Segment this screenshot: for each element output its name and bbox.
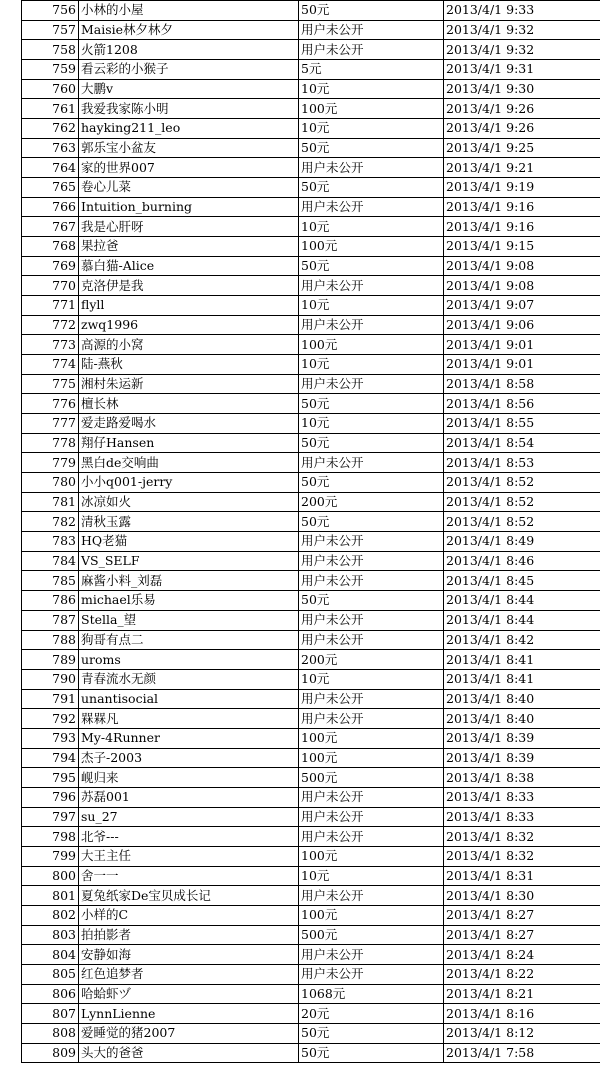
donation-time: 2013/4/1 8:30 (444, 886, 600, 906)
donation-amount: 50元 (299, 138, 444, 158)
donor-name: 爱走路爱喝水 (79, 414, 299, 434)
table-row (22, 315, 600, 335)
table-row (22, 20, 600, 40)
donor-name: su_27 (79, 807, 299, 827)
donation-amount: 用户未公开 (299, 551, 444, 571)
donation-amount: 10元 (299, 355, 444, 375)
row-number: 759 (22, 60, 79, 80)
donor-name: michael乐易 (79, 591, 299, 611)
donor-name: 克洛伊是我 (79, 276, 299, 296)
table-row (22, 414, 600, 434)
row-number: 779 (22, 453, 79, 473)
table-body (22, 1, 600, 1063)
table-row (22, 650, 600, 670)
donor-name: unantisocial (79, 689, 299, 709)
donation-amount: 用户未公开 (299, 689, 444, 709)
table-row (22, 532, 600, 552)
donor-name: 陆-燕秋 (79, 355, 299, 375)
donation-time: 2013/4/1 8:16 (444, 1004, 600, 1024)
donation-amount: 用户未公开 (299, 945, 444, 965)
donor-name: 慕白猫-Alice (79, 256, 299, 276)
donation-time: 2013/4/1 8:32 (444, 846, 600, 866)
donation-time: 2013/4/1 9:30 (444, 79, 600, 99)
row-number: 794 (22, 748, 79, 768)
donation-time: 2013/4/1 8:54 (444, 433, 600, 453)
row-number: 809 (22, 1043, 79, 1063)
donor-name: 湘村朱运新 (79, 374, 299, 394)
donation-amount: 用户未公开 (299, 197, 444, 217)
row-number: 795 (22, 768, 79, 788)
table-row (22, 669, 600, 689)
table-row (22, 355, 600, 375)
donation-table (21, 0, 600, 1063)
row-number: 775 (22, 374, 79, 394)
donor-name: uroms (79, 650, 299, 670)
row-number: 790 (22, 669, 79, 689)
row-number: 798 (22, 827, 79, 847)
donation-amount: 100元 (299, 237, 444, 257)
donation-amount: 100元 (299, 728, 444, 748)
row-number: 807 (22, 1004, 79, 1024)
donation-amount: 10元 (299, 217, 444, 237)
donation-amount: 100元 (299, 99, 444, 119)
row-number: 769 (22, 256, 79, 276)
donation-time: 2013/4/1 9:32 (444, 20, 600, 40)
row-number: 806 (22, 984, 79, 1004)
donation-amount: 50元 (299, 591, 444, 611)
donation-time: 2013/4/1 9:08 (444, 256, 600, 276)
row-number: 802 (22, 905, 79, 925)
donation-time: 2013/4/1 9:16 (444, 217, 600, 237)
row-number: 772 (22, 315, 79, 335)
donor-name: 我是心肝呀 (79, 217, 299, 237)
table-row (22, 551, 600, 571)
donation-time: 2013/4/1 8:12 (444, 1023, 600, 1043)
donor-name: 我爱我家陈小明 (79, 99, 299, 119)
donation-time: 2013/4/1 9:26 (444, 119, 600, 139)
donor-name: 拍拍影者 (79, 925, 299, 945)
donor-name: 小样的C (79, 905, 299, 925)
row-number: 776 (22, 394, 79, 414)
donation-amount: 10元 (299, 79, 444, 99)
row-number: 803 (22, 925, 79, 945)
table-row (22, 178, 600, 198)
row-number: 799 (22, 846, 79, 866)
donation-time: 2013/4/1 8:22 (444, 964, 600, 984)
donor-name: 杰子-2003 (79, 748, 299, 768)
row-number: 765 (22, 178, 79, 198)
donation-time: 2013/4/1 8:55 (444, 414, 600, 434)
donation-amount: 10元 (299, 296, 444, 316)
donation-amount: 用户未公开 (299, 964, 444, 984)
row-number: 805 (22, 964, 79, 984)
donation-time: 2013/4/1 8:39 (444, 728, 600, 748)
donation-time: 2013/4/1 9:08 (444, 276, 600, 296)
table-row (22, 787, 600, 807)
table-row (22, 138, 600, 158)
row-number: 780 (22, 473, 79, 493)
donor-name: Stella_望 (79, 610, 299, 630)
table-row (22, 1043, 600, 1063)
donor-name: 看云彩的小猴子 (79, 60, 299, 80)
donation-amount: 用户未公开 (299, 374, 444, 394)
table-row (22, 433, 600, 453)
donation-time: 2013/4/1 7:58 (444, 1043, 600, 1063)
donor-name: Maisie林夕林夕 (79, 20, 299, 40)
donor-name: 岘归来 (79, 768, 299, 788)
row-number: 767 (22, 217, 79, 237)
donor-name: My-4Runner (79, 728, 299, 748)
row-number: 785 (22, 571, 79, 591)
row-number: 800 (22, 866, 79, 886)
table-row (22, 60, 600, 80)
donor-name: 苏磊001 (79, 787, 299, 807)
table-row (22, 296, 600, 316)
donation-amount: 50元 (299, 394, 444, 414)
donation-time: 2013/4/1 8:49 (444, 532, 600, 552)
donation-amount: 500元 (299, 925, 444, 945)
donor-name: HQ老猫 (79, 532, 299, 552)
donor-name: 头大的爸爸 (79, 1043, 299, 1063)
donation-time: 2013/4/1 9:06 (444, 315, 600, 335)
table-row (22, 492, 600, 512)
row-number: 763 (22, 138, 79, 158)
donor-name: 翔仔Hansen (79, 433, 299, 453)
donation-amount: 50元 (299, 1023, 444, 1043)
donation-time: 2013/4/1 8:58 (444, 374, 600, 394)
row-number: 784 (22, 551, 79, 571)
donation-time: 2013/4/1 8:40 (444, 689, 600, 709)
table-row (22, 276, 600, 296)
table-row (22, 119, 600, 139)
table-row (22, 374, 600, 394)
donation-amount: 100元 (299, 905, 444, 925)
donation-time: 2013/4/1 8:56 (444, 394, 600, 414)
row-number: 778 (22, 433, 79, 453)
donor-name: 卷心儿菜 (79, 178, 299, 198)
donation-amount: 50元 (299, 433, 444, 453)
donation-time: 2013/4/1 8:52 (444, 512, 600, 532)
row-number: 758 (22, 40, 79, 60)
donor-name: 槑槑凡 (79, 709, 299, 729)
donor-name: VS_SELF (79, 551, 299, 571)
donation-time: 2013/4/1 9:07 (444, 296, 600, 316)
donor-name: 火箭1208 (79, 40, 299, 60)
donation-amount: 用户未公开 (299, 315, 444, 335)
donation-amount: 5元 (299, 60, 444, 80)
row-number: 764 (22, 158, 79, 178)
row-number: 792 (22, 709, 79, 729)
table-row (22, 256, 600, 276)
table-row (22, 905, 600, 925)
donor-name: 青春流水无颜 (79, 669, 299, 689)
row-number: 773 (22, 335, 79, 355)
table-row (22, 768, 600, 788)
table-row (22, 886, 600, 906)
row-number: 757 (22, 20, 79, 40)
row-number: 791 (22, 689, 79, 709)
donation-amount: 100元 (299, 748, 444, 768)
donation-time: 2013/4/1 9:33 (444, 1, 600, 21)
donor-name: 夏兔纸家De宝贝成长记 (79, 886, 299, 906)
donation-amount: 用户未公开 (299, 630, 444, 650)
donation-amount: 10元 (299, 866, 444, 886)
donation-amount: 用户未公开 (299, 827, 444, 847)
donation-time: 2013/4/1 8:31 (444, 866, 600, 886)
table-row (22, 217, 600, 237)
table-row (22, 984, 600, 1004)
table-row (22, 99, 600, 119)
table-row (22, 79, 600, 99)
row-number: 789 (22, 650, 79, 670)
donation-amount: 100元 (299, 335, 444, 355)
row-number: 760 (22, 79, 79, 99)
table-row (22, 827, 600, 847)
donor-name: LynnLienne (79, 1004, 299, 1024)
donation-amount: 20元 (299, 1004, 444, 1024)
donation-amount: 用户未公开 (299, 886, 444, 906)
donation-amount: 用户未公开 (299, 807, 444, 827)
donor-name: 果拉爸 (79, 237, 299, 257)
donation-amount: 50元 (299, 1043, 444, 1063)
donor-name: 大王主任 (79, 846, 299, 866)
table-row (22, 807, 600, 827)
row-number: 783 (22, 532, 79, 552)
donation-time: 2013/4/1 9:01 (444, 355, 600, 375)
table-row (22, 945, 600, 965)
donor-name: 郭乐宝小盆友 (79, 138, 299, 158)
donation-time: 2013/4/1 8:41 (444, 669, 600, 689)
row-number: 796 (22, 787, 79, 807)
donor-name: 冰凉如火 (79, 492, 299, 512)
donation-amount: 用户未公开 (299, 20, 444, 40)
donation-amount: 100元 (299, 846, 444, 866)
donation-time: 2013/4/1 8:45 (444, 571, 600, 591)
row-number: 786 (22, 591, 79, 611)
table-row (22, 610, 600, 630)
donation-amount: 用户未公开 (299, 709, 444, 729)
donation-time: 2013/4/1 8:33 (444, 807, 600, 827)
donation-time: 2013/4/1 9:31 (444, 60, 600, 80)
donation-amount: 50元 (299, 512, 444, 532)
donor-name: 黑白de交响曲 (79, 453, 299, 473)
row-number: 777 (22, 414, 79, 434)
table-row (22, 630, 600, 650)
table-row (22, 866, 600, 886)
donation-time: 2013/4/1 8:40 (444, 709, 600, 729)
donor-name: 小林的小屋 (79, 1, 299, 21)
donation-amount: 50元 (299, 473, 444, 493)
donor-name: 爱睡觉的猪2007 (79, 1023, 299, 1043)
table-row (22, 591, 600, 611)
row-number: 770 (22, 276, 79, 296)
table-row (22, 689, 600, 709)
row-number: 804 (22, 945, 79, 965)
donor-name: 舍一一 (79, 866, 299, 886)
donation-amount: 50元 (299, 1, 444, 21)
row-number: 788 (22, 630, 79, 650)
donation-time: 2013/4/1 8:52 (444, 473, 600, 493)
row-number: 797 (22, 807, 79, 827)
donation-time: 2013/4/1 9:32 (444, 40, 600, 60)
donation-time: 2013/4/1 9:01 (444, 335, 600, 355)
donation-amount: 10元 (299, 669, 444, 689)
donor-name: 小小q001-jerry (79, 473, 299, 493)
donation-amount: 用户未公开 (299, 158, 444, 178)
donor-name: hayking211_leo (79, 119, 299, 139)
donor-name: zwq1996 (79, 315, 299, 335)
donor-name: 清秋玉露 (79, 512, 299, 532)
donation-amount: 用户未公开 (299, 40, 444, 60)
donation-time: 2013/4/1 9:15 (444, 237, 600, 257)
table-row (22, 473, 600, 493)
donor-name: 安静如海 (79, 945, 299, 965)
table-row (22, 1004, 600, 1024)
donation-time: 2013/4/1 8:33 (444, 787, 600, 807)
table-row (22, 1023, 600, 1043)
donation-time: 2013/4/1 8:42 (444, 630, 600, 650)
donation-time: 2013/4/1 8:24 (444, 945, 600, 965)
donor-name: Intuition_burning (79, 197, 299, 217)
donation-time: 2013/4/1 8:38 (444, 768, 600, 788)
table-row (22, 1, 600, 21)
table-row (22, 846, 600, 866)
donation-amount: 用户未公开 (299, 276, 444, 296)
row-number: 801 (22, 886, 79, 906)
table-row (22, 237, 600, 257)
table-row (22, 197, 600, 217)
donation-time: 2013/4/1 9:21 (444, 158, 600, 178)
donation-amount: 200元 (299, 492, 444, 512)
donation-time: 2013/4/1 9:25 (444, 138, 600, 158)
row-number: 766 (22, 197, 79, 217)
donation-time: 2013/4/1 9:26 (444, 99, 600, 119)
table-row (22, 512, 600, 532)
table-row (22, 964, 600, 984)
donation-time: 2013/4/1 8:21 (444, 984, 600, 1004)
donation-amount: 10元 (299, 414, 444, 434)
row-number: 781 (22, 492, 79, 512)
donation-time: 2013/4/1 8:44 (444, 610, 600, 630)
donation-time: 2013/4/1 9:16 (444, 197, 600, 217)
donation-amount: 用户未公开 (299, 532, 444, 552)
donor-name: 家的世界007 (79, 158, 299, 178)
donation-time: 2013/4/1 8:53 (444, 453, 600, 473)
row-number: 782 (22, 512, 79, 532)
donation-time: 2013/4/1 8:41 (444, 650, 600, 670)
donation-amount: 10元 (299, 119, 444, 139)
donor-name: 麻酱小料_刘磊 (79, 571, 299, 591)
donor-name: 大鹏v (79, 79, 299, 99)
table-row (22, 335, 600, 355)
donor-name: 狗哥有点二 (79, 630, 299, 650)
donation-amount: 用户未公开 (299, 453, 444, 473)
donor-name: 红色追梦者 (79, 964, 299, 984)
row-number: 808 (22, 1023, 79, 1043)
row-number: 768 (22, 237, 79, 257)
donation-time: 2013/4/1 8:39 (444, 748, 600, 768)
donation-time: 2013/4/1 8:27 (444, 905, 600, 925)
donation-amount: 50元 (299, 178, 444, 198)
donation-time: 2013/4/1 8:27 (444, 925, 600, 945)
table-row (22, 925, 600, 945)
donation-amount: 50元 (299, 256, 444, 276)
donation-amount: 用户未公开 (299, 571, 444, 591)
donor-name: 哈蛤虾ヅ (79, 984, 299, 1004)
row-number: 756 (22, 1, 79, 21)
row-number: 774 (22, 355, 79, 375)
donor-name: 檀长林 (79, 394, 299, 414)
donation-amount: 500元 (299, 768, 444, 788)
table-row (22, 453, 600, 473)
donation-time: 2013/4/1 8:46 (444, 551, 600, 571)
row-number: 771 (22, 296, 79, 316)
table-row (22, 40, 600, 60)
table-row (22, 571, 600, 591)
table-row (22, 748, 600, 768)
table-row (22, 728, 600, 748)
row-number: 761 (22, 99, 79, 119)
table-row (22, 709, 600, 729)
donation-amount: 用户未公开 (299, 610, 444, 630)
table-row (22, 158, 600, 178)
donation-time: 2013/4/1 8:44 (444, 591, 600, 611)
donation-amount: 用户未公开 (299, 787, 444, 807)
donation-time: 2013/4/1 8:32 (444, 827, 600, 847)
row-number: 762 (22, 119, 79, 139)
row-number: 787 (22, 610, 79, 630)
donation-amount: 1068元 (299, 984, 444, 1004)
table-row (22, 394, 600, 414)
donor-name: flyll (79, 296, 299, 316)
row-number: 793 (22, 728, 79, 748)
donation-time: 2013/4/1 9:19 (444, 178, 600, 198)
donation-time: 2013/4/1 8:52 (444, 492, 600, 512)
donor-name: 高源的小窝 (79, 335, 299, 355)
donor-name: 北爷--- (79, 827, 299, 847)
donation-amount: 200元 (299, 650, 444, 670)
